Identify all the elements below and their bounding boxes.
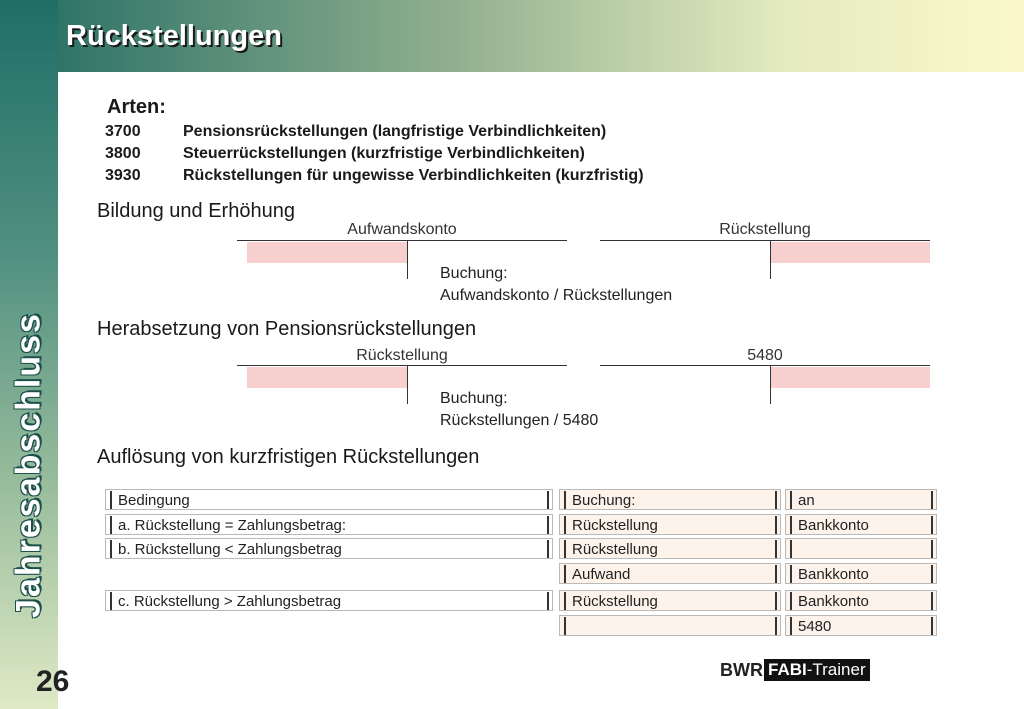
arten-code: 3700 <box>105 123 141 140</box>
brand-fabi: FABI <box>768 660 807 679</box>
table-cell-an: Bankkonto <box>785 563 937 584</box>
table-header-an: an <box>785 489 937 510</box>
brand-trainer: -Trainer <box>806 660 866 679</box>
booking-label: Buchung: <box>440 390 508 407</box>
table-cell-booking: Aufwand <box>559 563 781 584</box>
table-header-condition: Bedingung <box>105 489 553 510</box>
table-cell-an: Bankkonto <box>785 514 937 535</box>
arten-item <box>105 123 606 141</box>
page-number: 26 <box>36 665 70 698</box>
t-account-line-left <box>237 240 567 241</box>
header-bar <box>58 0 1024 72</box>
t-account-divider-left <box>407 365 408 404</box>
t-account-line-right <box>600 240 930 241</box>
credit-highlight <box>771 242 930 263</box>
t-account-divider-left <box>407 240 408 279</box>
booking-block-2 <box>440 388 598 432</box>
credit-highlight <box>771 367 930 388</box>
booking-block-1 <box>440 263 672 307</box>
t-account-divider-right <box>770 365 771 404</box>
t-account-line-left <box>237 365 567 366</box>
section-title-aufloesung: Auflösung von kurzfristigen Rückstellungen <box>97 446 480 468</box>
section-title-herabsetzung: Herabsetzung von Pensionsrückstellungen <box>97 318 477 340</box>
brand-bwr: BWR <box>720 659 763 680</box>
arten-item <box>105 145 585 163</box>
table-cell-an: Bankkonto <box>785 590 937 611</box>
arten-text: Rückstellungen für ungewisse Verbindlichkeiten (kurzfristig) <box>183 167 644 184</box>
page-title: Rückstellungen <box>66 20 282 52</box>
table-header-booking: Buchung: <box>559 489 781 510</box>
sidebar-title: Jahresabschluss <box>9 312 48 618</box>
booking-label: Buchung: <box>440 265 508 282</box>
booking-text: Aufwandskonto / Rückstellungen <box>440 287 673 304</box>
t-account-line-right <box>600 365 930 366</box>
arten-heading: Arten: <box>107 96 166 118</box>
brand-logo <box>720 658 870 682</box>
sidebar <box>0 0 70 709</box>
t-account-title-left: Rückstellung <box>356 347 448 364</box>
booking-text: Rückstellungen / 5480 <box>440 412 599 429</box>
arten-item <box>105 167 644 185</box>
table-cell-an: 5480 <box>785 615 937 636</box>
arten-code: 3930 <box>105 167 141 184</box>
debit-highlight <box>247 242 407 263</box>
table-cell-condition: c. Rückstellung > Zahlungsbetrag <box>105 590 553 611</box>
table-cell-condition: b. Rückstellung < Zahlungsbetrag <box>105 538 553 559</box>
debit-highlight <box>247 367 407 388</box>
table-cell-booking: Rückstellung <box>559 514 781 535</box>
table-cell-booking <box>559 615 781 636</box>
arten-code: 3800 <box>105 145 141 162</box>
table-cell-booking: Rückstellung <box>559 538 781 559</box>
t-account-divider-right <box>770 240 771 279</box>
table-cell-booking: Rückstellung <box>559 590 781 611</box>
arten-text: Pensionsrückstellungen (langfristige Verbindlichkeiten) <box>183 123 607 140</box>
arten-text: Steuerrückstellungen (kurzfristige Verbindlichkeiten) <box>183 145 585 162</box>
table-cell-condition: a. Rückstellung = Zahlungsbetrag: <box>105 514 553 535</box>
t-account-title-right: 5480 <box>747 347 783 364</box>
section-title-bildung: Bildung und Erhöhung <box>97 200 295 222</box>
t-account-title-right: Rückstellung <box>719 221 811 238</box>
t-account-title-left: Aufwandskonto <box>347 221 457 238</box>
brand-fabi-trainer <box>764 659 870 681</box>
table-cell-an <box>785 538 937 559</box>
